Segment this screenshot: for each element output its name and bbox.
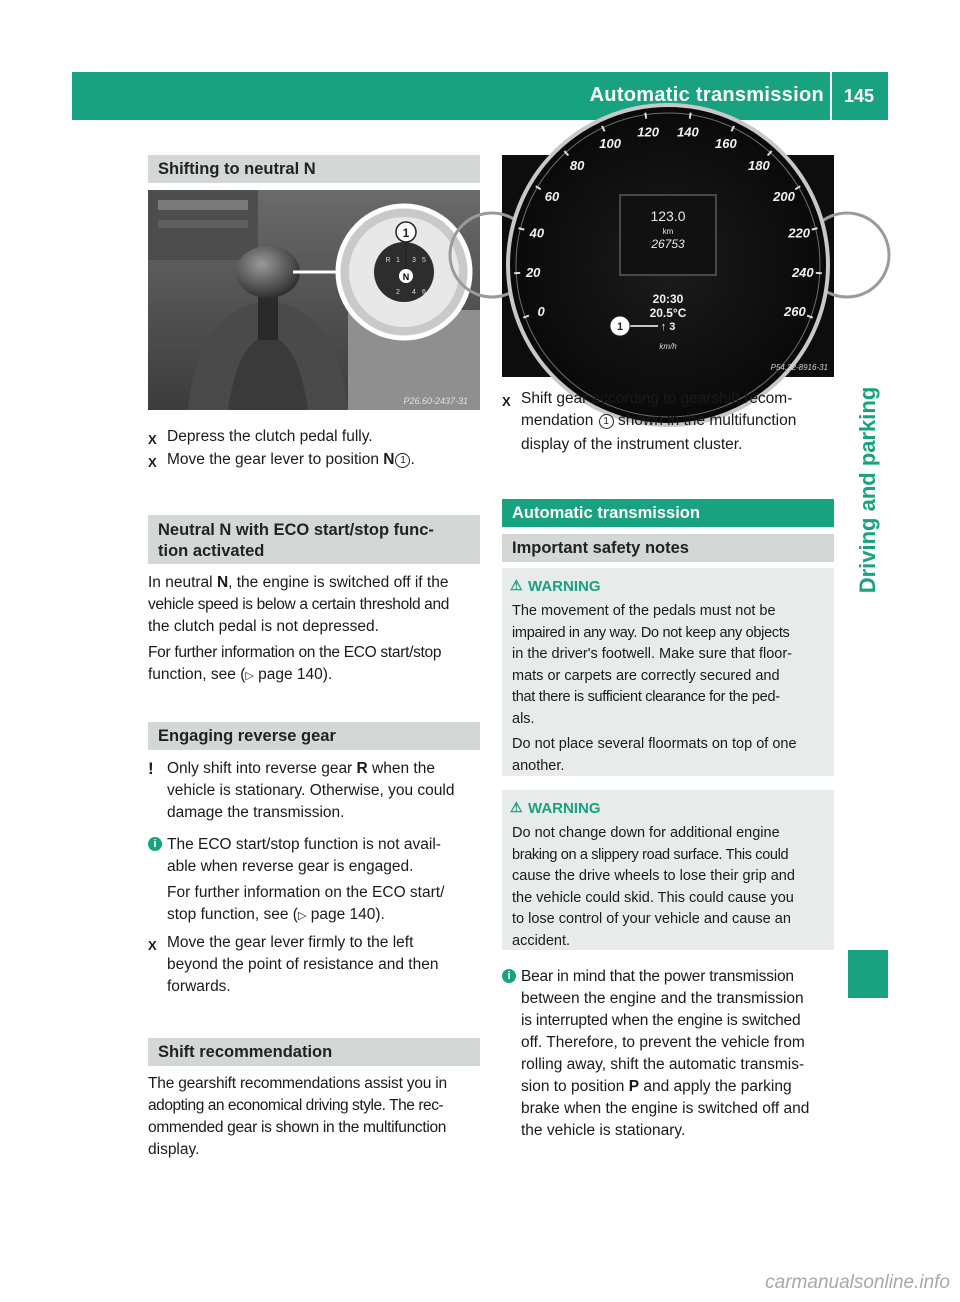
speed-label: 160: [715, 136, 737, 151]
text: mendation: [521, 412, 598, 429]
svg-text:5: 5: [422, 257, 426, 264]
text-line: impaired in any way. Do not keep any objects: [512, 624, 790, 641]
text-line: ommended gear is shown in the multifunction: [148, 1119, 447, 1136]
image-code: P26.60-2437-31: [403, 396, 468, 406]
warning-text: [512, 823, 824, 952]
speed-label: 200: [773, 188, 795, 204]
photo-callout-1: 1: [616, 321, 624, 333]
step-move-lever-left: [148, 932, 507, 998]
step-depress-clutch: [148, 426, 373, 448]
step-bullet-icon: X: [148, 938, 157, 953]
warning-triangle-icon: ⚠: [510, 799, 523, 815]
text: shown in the multifunction: [613, 412, 797, 429]
step-bullet-icon: X: [148, 455, 157, 470]
speed-label: 0: [537, 304, 545, 320]
text-line: damage the transmission.: [167, 804, 345, 821]
text-line: Bear in mind that the power transmission: [521, 968, 794, 985]
speed-unit: km/h: [659, 342, 677, 351]
step-text: Move the gear lever to position: [167, 451, 384, 468]
step-text-end: .: [410, 451, 415, 468]
page-link[interactable]: page 140).: [258, 666, 333, 683]
text-line: off. Therefore, to prevent the vehicle from: [521, 1034, 805, 1051]
gear-position: N: [216, 574, 229, 591]
text-line: accident.: [512, 932, 571, 949]
gear-position: R: [356, 760, 368, 777]
speed-label: 80: [569, 158, 585, 174]
text-line: to lose control of your vehicle and cause an: [512, 911, 791, 927]
section-title: Engaging reverse gear: [158, 727, 336, 745]
step-move-lever-n: [148, 449, 415, 471]
page-title: Automatic transmission: [589, 84, 824, 106]
callout-marker: 1: [395, 453, 410, 468]
warning-box-engine-braking: [502, 790, 834, 950]
svg-text:R: R: [385, 257, 391, 264]
speed-label: 100: [599, 136, 621, 151]
page-ref-arrow-icon: ▷: [297, 910, 307, 922]
temperature-reading: 20.5°C: [649, 306, 687, 320]
instrument-cluster-photo: [502, 124, 834, 377]
text-line: forwards.: [167, 978, 231, 995]
neutral-eco-paragraph: [148, 572, 488, 687]
header-divider: [830, 72, 832, 120]
warning-box-pedals: [502, 568, 834, 776]
section-title: Important safety notes: [512, 539, 689, 557]
text-line: beyond the point of resistance and then: [167, 956, 439, 973]
text: when the: [367, 760, 435, 777]
warning-title: WARNING: [528, 578, 601, 595]
text-line: als.: [512, 710, 535, 727]
text-line: display.: [148, 1141, 200, 1158]
speed-label: 20: [525, 265, 541, 281]
watermark: carmanualsonline.info: [765, 1272, 950, 1293]
text-line: between the engine and the transmission: [521, 990, 804, 1007]
section-title-line: Neutral N with ECO start/stop func-: [158, 521, 434, 539]
text-line: vehicle speed is below a certain threshold and: [148, 596, 449, 613]
text-line: The gearshift recommendations assist you in: [148, 1075, 447, 1092]
text-line: braking on a slippery road surface. This could: [512, 846, 789, 863]
page-number: 145: [844, 86, 875, 106]
text-line: rolling away, shift the automatic transmis-: [521, 1056, 805, 1073]
speedometer-illustration: [502, 124, 834, 377]
section-title: Shifting to neutral N: [158, 160, 316, 178]
section-heading-safety-notes: [502, 534, 834, 562]
text-line: display of the instrument cluster.: [521, 436, 743, 453]
info-icon: i: [148, 837, 162, 851]
side-tab-label-wrap: [848, 340, 888, 640]
page-link[interactable]: page 140).: [310, 906, 385, 923]
gearshift-recommendation: ↑ 3: [660, 321, 676, 333]
photo-callout-1: 1: [402, 226, 410, 240]
caution-note: [148, 758, 507, 824]
page-ref-arrow-icon: ▷: [245, 670, 254, 682]
speed-label: 240: [791, 265, 814, 281]
warning-heading: [510, 799, 824, 817]
trip-reading: 123.0: [650, 208, 686, 224]
step-shift-gear-recommendation: [502, 388, 861, 456]
callout-marker: 1: [599, 414, 614, 429]
clock-reading: 20:30: [652, 292, 684, 306]
warning-text: [512, 601, 824, 777]
text: In neutral: [148, 574, 217, 591]
text-line: vehicle is stationary. Otherwise, you could: [167, 782, 455, 799]
speed-label: 40: [529, 225, 545, 241]
text-line: cause the drive wheels to lose their grip and: [512, 868, 795, 884]
warning-heading: [510, 577, 824, 595]
speed-tick: [645, 113, 646, 119]
text-line: another.: [512, 757, 565, 774]
text-line: Do not place several floormats on top of one: [512, 736, 797, 752]
text-line: the vehicle is stationary.: [521, 1122, 686, 1139]
text-line: able when reverse gear is engaged.: [167, 858, 414, 875]
speed-label: 180: [748, 158, 770, 174]
exclamation-icon: !: [148, 759, 154, 778]
svg-text:N: N: [402, 272, 410, 282]
text: stop function, see (: [167, 906, 298, 923]
speed-label: 140: [677, 124, 699, 140]
text-line: the vehicle could skid. This could cause you: [512, 889, 794, 906]
section-title: Shift recommendation: [158, 1043, 333, 1061]
text-line: in the driver's footwell. Make sure that floor-: [512, 646, 792, 662]
header-bar: [72, 72, 888, 120]
step-text: Depress the clutch pedal fully.: [167, 428, 373, 445]
info-icon: i: [502, 969, 516, 983]
chapter-title: Automatic transmission: [512, 504, 700, 522]
text: , the engine is switched off if the: [228, 574, 449, 591]
section-title-line: tion activated: [158, 542, 265, 560]
image-code: P54.32-8916-31: [770, 363, 828, 372]
svg-text:3: 3: [412, 257, 416, 264]
warning-title: WARNING: [528, 800, 601, 817]
text-line: The ECO start/stop function is not avail-: [167, 836, 441, 853]
gear-position: P: [628, 1078, 640, 1095]
text-line: The movement of the pedals must not be: [512, 603, 776, 619]
text-line: brake when the engine is switched off and: [521, 1100, 810, 1117]
svg-text:4: 4: [412, 289, 416, 296]
svg-text:6: 6: [422, 289, 426, 296]
speed-tick: [690, 113, 691, 119]
step-bullet-icon: X: [148, 432, 157, 447]
text: Only shift into reverse gear: [167, 760, 357, 777]
section-heading-reverse-gear: [148, 722, 480, 750]
info-note-eco: [148, 834, 507, 927]
text-line: Do not change down for additional engine: [512, 825, 780, 841]
shift-recommendation-paragraph: [148, 1073, 488, 1161]
text-line: Shift gear according to gearshift recom-: [521, 390, 793, 407]
text: function, see (: [148, 666, 246, 683]
svg-text:2: 2: [396, 289, 400, 296]
odometer-reading: 26753: [651, 237, 685, 251]
chapter-heading-automatic-transmission: [502, 499, 834, 527]
speed-label: 60: [544, 188, 560, 204]
text: sion to position: [521, 1078, 629, 1095]
gear-lever-photo: [148, 190, 480, 410]
text-line: that there is sufficient clearance for the ped-: [512, 689, 780, 705]
section-heading-neutral-eco: [148, 515, 480, 564]
svg-text:1: 1: [396, 257, 400, 264]
text: and apply the parking: [639, 1078, 792, 1095]
section-heading-shifting-neutral: [148, 155, 480, 183]
text-line: Move the gear lever firmly to the left: [167, 934, 414, 951]
side-tab-label: Driving and parking: [855, 386, 880, 594]
step-bullet-icon: X: [502, 394, 511, 409]
text-line: For further information on the ECO start/stop: [148, 644, 442, 661]
gear-lever-illustration: [148, 190, 480, 410]
section-heading-shift-recommendation: [148, 1038, 480, 1066]
speed-label: 260: [784, 304, 806, 320]
text-line: is interrupted when the engine is switched: [521, 1012, 801, 1029]
text-line: the clutch pedal is not depressed.: [148, 618, 379, 635]
info-note-power-transmission: [502, 966, 861, 1142]
speed-label: 120: [637, 124, 659, 140]
warning-triangle-icon: ⚠: [510, 577, 523, 593]
gear-position: N: [383, 451, 395, 468]
speed-label: 220: [788, 225, 810, 241]
trip-unit: km: [662, 227, 674, 236]
text-line: mats or carpets are correctly secured and: [512, 667, 780, 684]
text-line: adopting an economical driving style. The rec-: [148, 1097, 444, 1114]
text-line: For further information on the ECO start/: [167, 884, 445, 901]
